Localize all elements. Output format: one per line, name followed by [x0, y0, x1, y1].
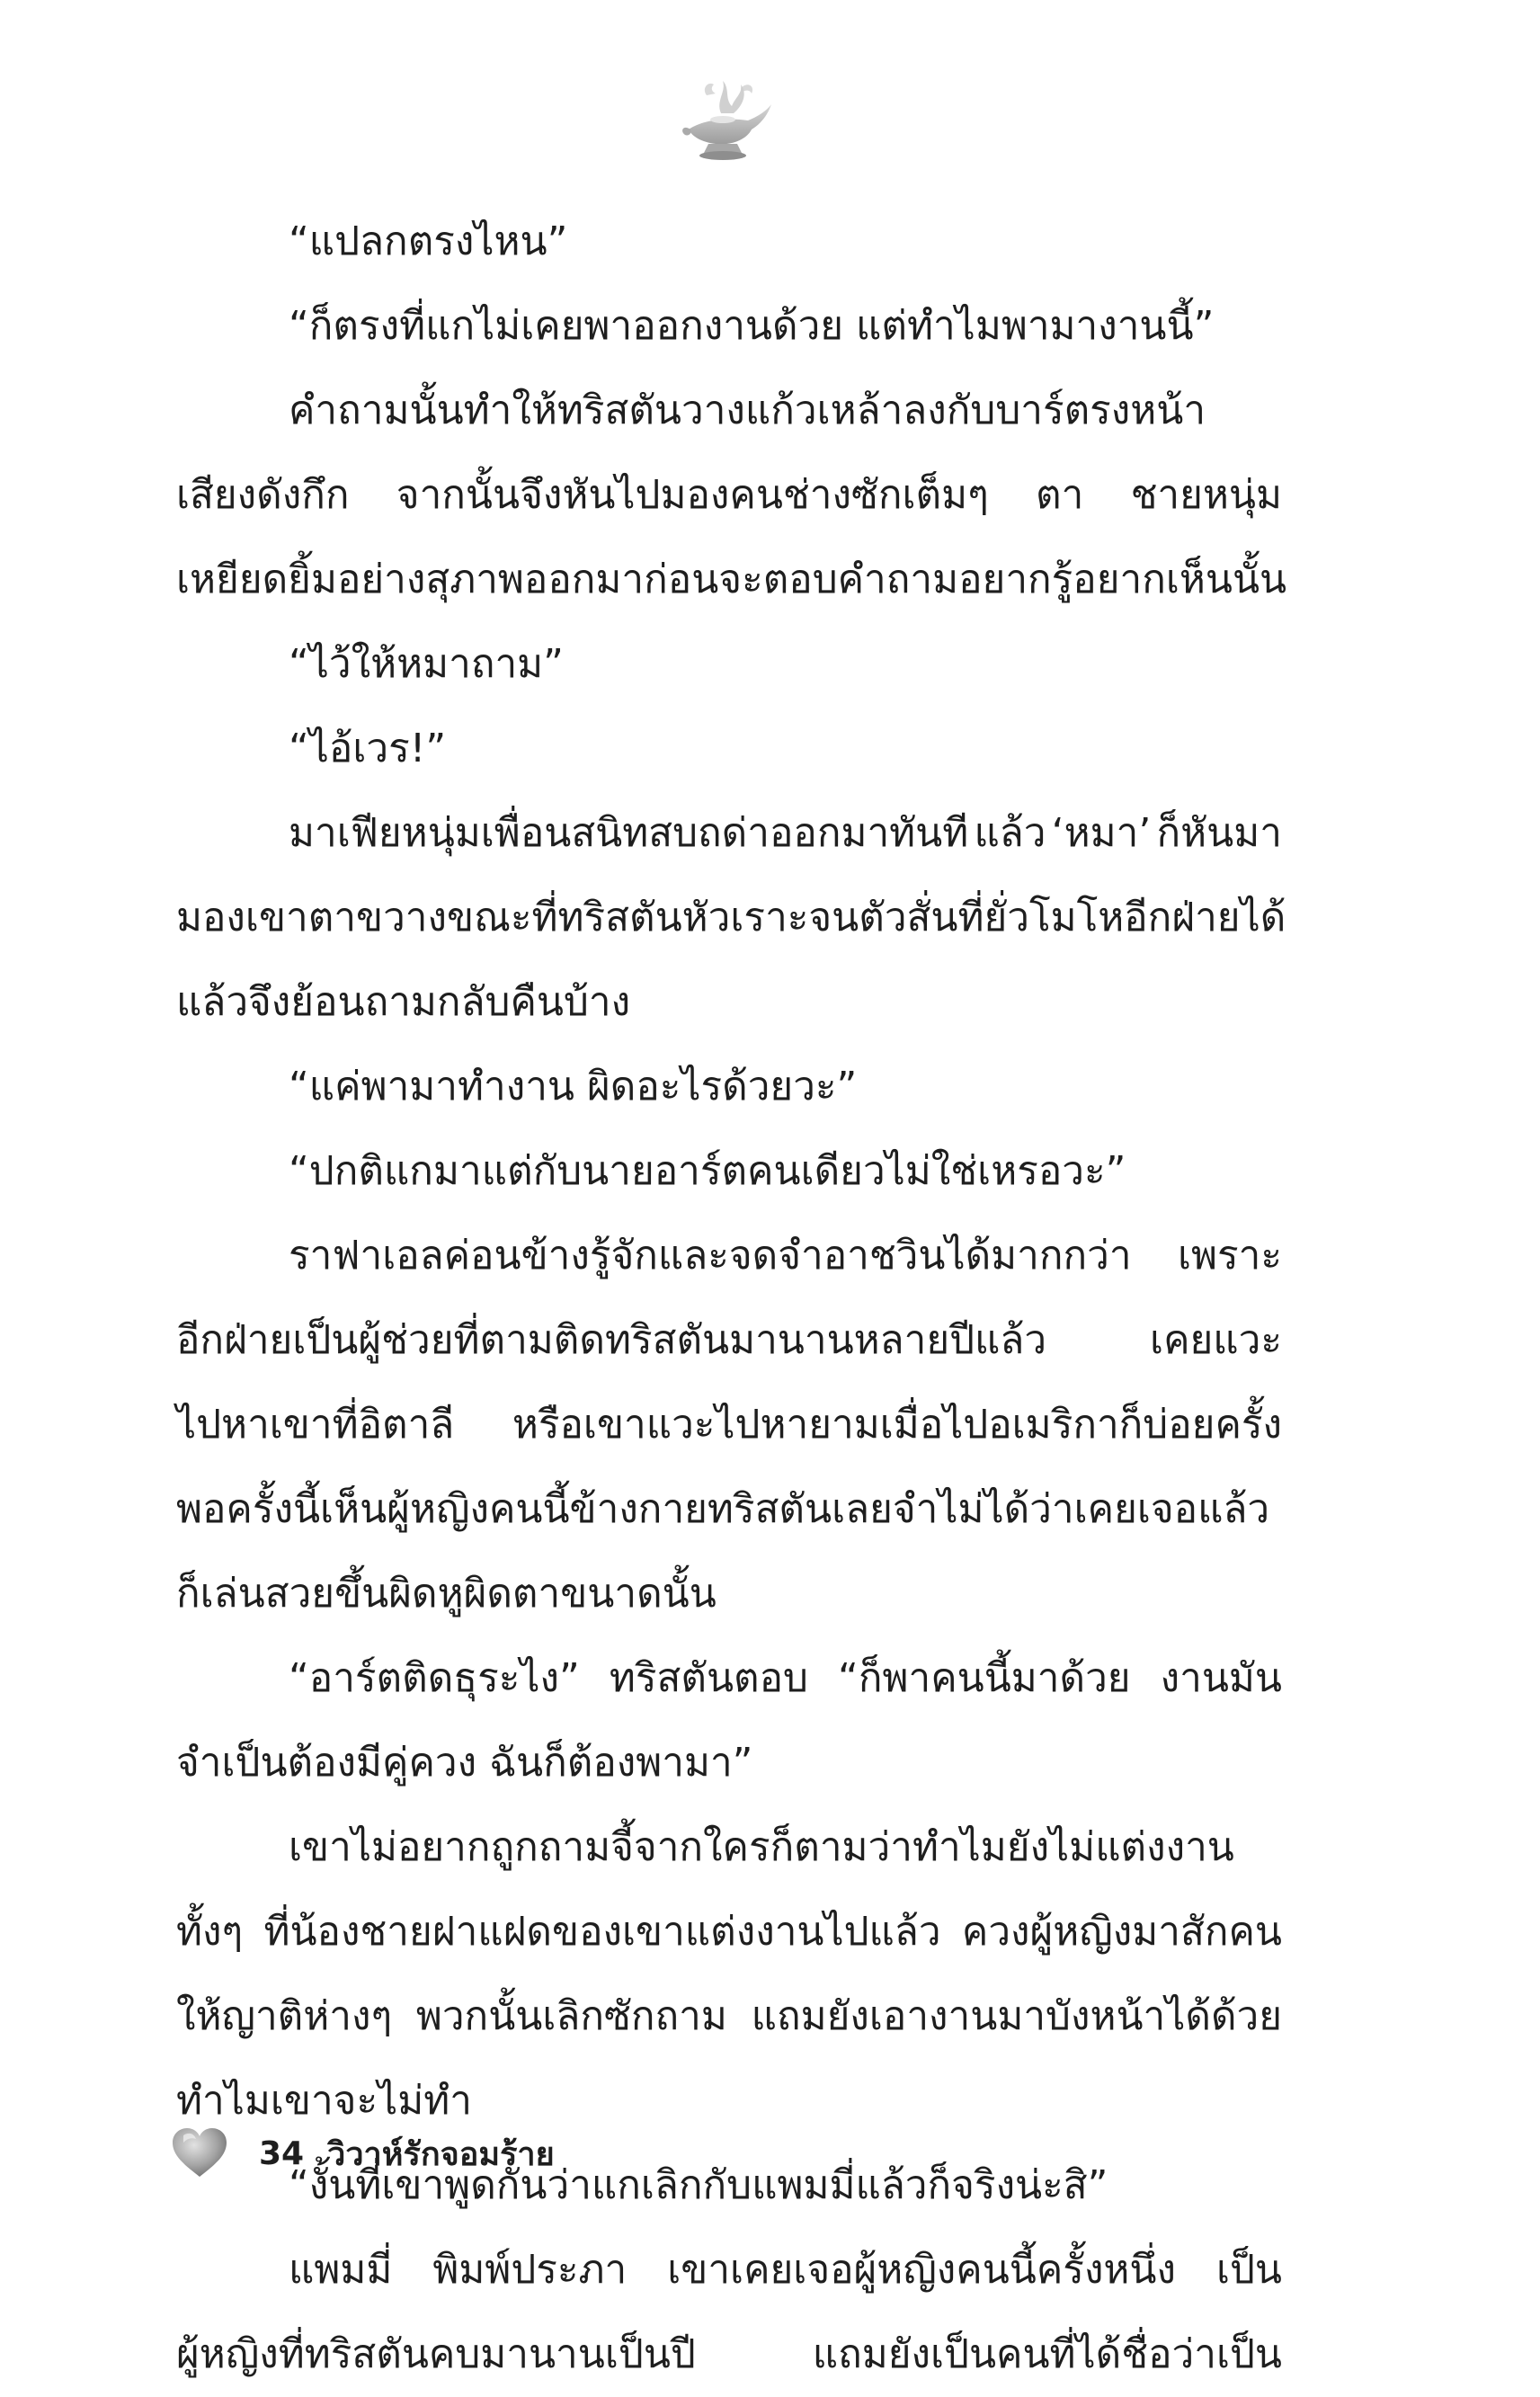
text-line: ก็เล่นสวยขึ้นผิดหูผิดตาขนาดนั้น — [176, 1571, 717, 1617]
text-word: เพราะ — [1177, 1233, 1282, 1279]
text-line: “ปกติแกมาแต่กับนายอาร์ตคนเดียวไม่ใช่เหรอวะ” — [289, 1148, 1126, 1194]
text-word: ไปหาเขาที่อิตาลี — [176, 1402, 455, 1448]
text-word: ที่น้องชายฝาแฝดของเขาแต่งงานไปแล้ว — [263, 1909, 941, 1955]
text-word: ผู้หญิงที่ทริสตันคบมานานเป็นปี — [176, 2331, 696, 2377]
text-line — [176, 876, 1286, 960]
text-word: พิมพ์ประภา — [432, 2247, 628, 2293]
genie-lamp-icon — [671, 61, 779, 169]
text-word: เขาเคยเจอผู้หญิงคนนี้ครั้งหนึ่ง — [667, 2247, 1176, 2293]
text-line — [176, 369, 1282, 453]
text-word: อีกฝ่ายเป็นผู้ช่วยที่ตามติดทริสตันมานานหลายปีแล้ว — [176, 1317, 1047, 1363]
text-line — [176, 791, 1282, 876]
text-line — [176, 1383, 1282, 1467]
text-word: จากนั้นจึงหันไปมองคนช่างซักเต็มๆ — [396, 472, 989, 518]
page-number: 34 — [259, 2134, 305, 2172]
text-line — [176, 1467, 1282, 1552]
text-word: ขณะที่ทริสตันหัวเราะจนตัวสั่นที่ยั่วโมโหอีกฝ่ายได้ — [447, 895, 1286, 940]
text-word: หรือเขาแวะไปหายามเมื่อไปอเมริกาก็บ่อยครั้ง — [512, 1402, 1282, 1448]
text-word: ทริสตันตอบ — [609, 1655, 808, 1701]
text-line — [176, 1298, 1282, 1383]
text-word: พอครั้งนี้เห็นผู้หญิงคนนี้ข้างกายทริสตันเลยจำไม่ได้ว่าเคยเจอแล้ว — [176, 1486, 1270, 1532]
text-word: เคยแวะ — [1150, 1317, 1282, 1363]
text-line — [176, 538, 1287, 622]
text-word: เหยียดยิ้มอย่างสุภาพออกมาก่อนจะตอบคำถามอยากรู้อยากเห็นนั้น — [176, 557, 1287, 602]
heart-icon — [171, 2126, 228, 2180]
text-line — [176, 1214, 1282, 1298]
text-line — [176, 2312, 1282, 2397]
text-word: แถมยังเป็นคนที่ได้ชื่อว่าเป็น — [812, 2331, 1282, 2377]
text-word: คำถามนั้นทำให้ทริสตันวางแก้วเหล้าลงกับบาร์ตรงหน้า — [289, 388, 1206, 433]
text-word: พวกนั้นเลิกซักถาม — [415, 1993, 727, 2039]
text-word: ราฟาเอลค่อนข้างรู้จักและจดจำอาชวินได้มากกว่า — [289, 1233, 1132, 1279]
text-word: ทั้งๆ — [176, 1909, 244, 1955]
text-word: ‘หมา’ — [1051, 810, 1152, 856]
text-word: เป็น — [1215, 2247, 1282, 2293]
text-line — [176, 1805, 1282, 1890]
text-line: “ไว้ให้หมาถาม” — [289, 641, 564, 687]
text-line: ทำไมเขาจะไม่ทำ — [176, 2078, 472, 2124]
text-line: จำเป็นต้องมีคู่ควง ฉันก็ต้องพามา” — [176, 1740, 753, 1786]
text-word: ให้ญาติห่างๆ — [176, 1993, 393, 2039]
text-word: มาเฟียหนุ่มเพื่อนสนิทสบถด่าออกมาทันที — [289, 810, 969, 856]
text-line — [176, 2228, 1282, 2312]
text-word: แพมมี่ — [289, 2247, 393, 2293]
text-word: ชายหนุ่ม — [1130, 472, 1282, 518]
text-word: ก็หันมา — [1156, 810, 1282, 856]
text-word: มองเขาตาขวาง — [176, 895, 447, 940]
text-word: แล้ว — [974, 810, 1046, 856]
text-word: แถมยังเอางานมาบังหน้าได้ด้วย — [751, 1993, 1282, 2039]
text-line: “ไอ้เวร!” — [289, 726, 447, 771]
text-line: “งั้นที่เขาพูดกันว่าแกเลิกกับแพมมี่แล้วก็จริงน่ะสิ” — [289, 2162, 1108, 2208]
text-word: “ก็พาคนนี้มาด้วย — [838, 1655, 1131, 1701]
text-line — [176, 1636, 1282, 1721]
text-line: แล้วจึงย้อนถามกลับคืนบ้าง — [176, 979, 631, 1025]
page-footer — [171, 2122, 555, 2185]
text-word: ตา — [1036, 472, 1084, 518]
text-line — [176, 1890, 1282, 1974]
text-word: “อาร์ตติดธุระไง” — [289, 1655, 580, 1701]
text-word: งานมัน — [1160, 1655, 1282, 1701]
text-line: “ก็ตรงที่แกไม่เคยพาออกงานด้วย แต่ทำไมพามางานนี้” — [289, 303, 1215, 349]
text-line — [176, 453, 1282, 538]
text-word: เขาไม่อยากถูกถามจี้จากใครก็ตามว่าทำไมยังไม่แต่งงาน — [289, 1824, 1234, 1870]
text-line: “แปลกตรงไหน” — [289, 218, 568, 264]
text-line: “แค่พามาทำงาน ผิดอะไรด้วยวะ” — [289, 1064, 858, 1109]
text-word: เสียงดังกึก — [176, 472, 350, 518]
text-word: ควงผู้หญิงมาสักคน — [961, 1909, 1282, 1955]
text-line — [176, 1974, 1282, 2059]
book-title: วิวาห์รักจอมร้าย — [327, 2135, 555, 2173]
